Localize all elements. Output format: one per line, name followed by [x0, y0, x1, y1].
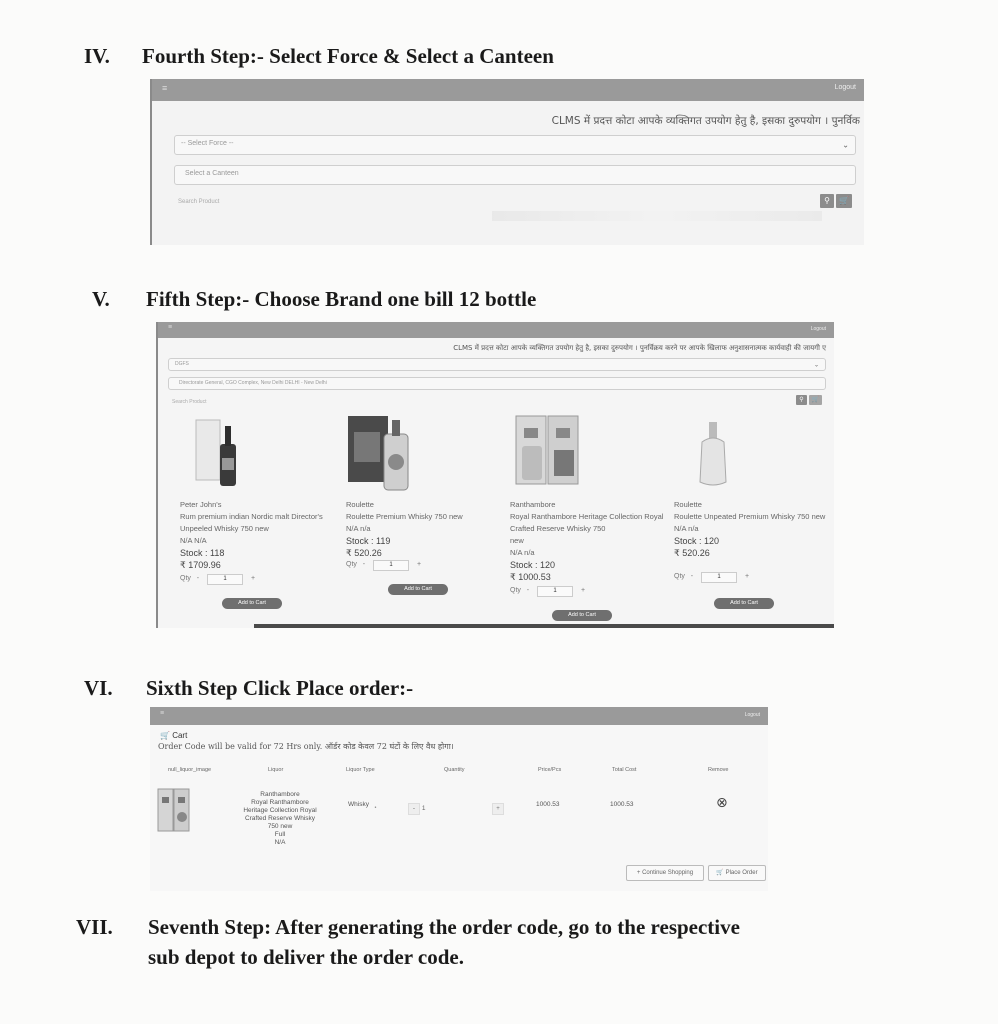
step-number: IV. [84, 44, 110, 68]
logout-link[interactable]: Logout [810, 326, 826, 332]
liquor-line: Ranthambore [260, 791, 300, 798]
qty-label: Qty [346, 561, 357, 568]
type-dropdown-dot: • [374, 805, 377, 811]
cart-icon: 🛒 [160, 731, 170, 740]
product-brand: Ranthambore [510, 500, 556, 509]
search-icon[interactable]: ⚲ [796, 395, 807, 405]
product-image-peter-johns [194, 414, 244, 494]
decrement-button[interactable]: - [408, 803, 420, 815]
product-stock: Stock : 120 [674, 536, 720, 546]
step-text: Fifth Step:- Choose Brand one bill 12 bottle [146, 287, 537, 311]
product-card-2 [346, 499, 506, 559]
top-navbar [150, 707, 768, 725]
product-kind: N/A n/a [674, 524, 699, 533]
quota-notice: CLMS में प्रदत्त कोटा आपके व्यक्तिगत उपयोग हेतु है, इसका दुरुपयोग । पुनर्विक [551, 115, 860, 127]
remove-icon[interactable]: ⊗ [716, 795, 728, 811]
qty-stepper[interactable]: Qty - 1 + [180, 574, 255, 585]
product-image-ranthambore [512, 414, 586, 494]
col-header-price: Price/Pcs [538, 767, 562, 773]
screenshot-place-order [150, 707, 768, 891]
liquor-line: Crafted Reserve Whisky [244, 815, 316, 822]
qty-stepper[interactable]: Qty - 1 + [510, 586, 585, 597]
menu-icon[interactable]: ≡ [160, 710, 165, 717]
continue-shopping-label: Continue Shopping [642, 870, 694, 876]
cart-title-text: Cart [172, 731, 188, 740]
step-vi-heading [84, 676, 413, 701]
liquor-line: N/A [274, 839, 286, 846]
force-select[interactable] [168, 358, 826, 371]
screenshot-select-force [150, 79, 864, 245]
liquor-line: Royal Ranthambore [251, 799, 309, 806]
step-text: Sixth Step Click Place order:- [146, 676, 414, 700]
product-stock: Stock : 120 [510, 560, 556, 570]
order-code-validity: Order Code will be valid for 72 Hrs only. ऑर्डर कोड केवल 72 घंटों के लिए वैध होगा। [158, 742, 454, 751]
qty-input[interactable]: 1 [373, 560, 409, 571]
product-brand: Roulette [346, 500, 374, 509]
cart-item-liquor [230, 791, 330, 847]
col-header-liquor: Liquor [268, 767, 284, 773]
top-navbar [158, 322, 834, 338]
quota-notice: CLMS में प्रदत्त कोटा आपके व्यक्तिगत उपयोग हेतु है, इसका दुरुपयोग । पुनर्विक्रय करने पर आपके खिलाफ अनुशासनात्मक कार्यवाही की जायगी ए [453, 344, 826, 352]
qty-stepper[interactable]: Qty - 1 + [674, 572, 749, 583]
place-order-label: Place Order [725, 870, 758, 876]
search-product-input[interactable]: Search Product [172, 399, 207, 405]
add-to-cart-button[interactable]: Add to Cart [714, 598, 774, 609]
cart-item-image [156, 787, 192, 835]
chevron-down-icon: ⌄ [813, 362, 819, 368]
add-to-cart-button[interactable]: Add to Cart [222, 598, 282, 609]
step-number: V. [92, 287, 110, 311]
qty-value[interactable]: 1 [421, 805, 426, 812]
qty-label: Qty [510, 587, 521, 594]
liquor-line: Heritage Collection Royal [243, 807, 317, 814]
col-header-remove: Remove [708, 767, 729, 773]
cart-item-type: Whisky [348, 801, 369, 808]
product-card-4 [674, 499, 834, 559]
logout-link[interactable]: Logout [834, 84, 856, 91]
blurred-text [492, 211, 822, 221]
menu-icon[interactable]: ≡ [168, 324, 173, 331]
cart-icon[interactable]: 🛒 [809, 395, 822, 405]
logout-link[interactable]: Logout [744, 712, 760, 718]
search-icon[interactable]: ⚲ [820, 194, 834, 208]
product-kind: new [510, 536, 524, 545]
product-kind-2: N/A n/a [510, 548, 535, 557]
add-to-cart-button[interactable]: Add to Cart [552, 610, 612, 621]
canteen-select[interactable] [174, 165, 856, 185]
product-price: ₹ 520.26 [346, 548, 382, 558]
increment-button[interactable]: + [492, 803, 504, 815]
product-kind: N/A n/a [346, 524, 371, 533]
force-select-placeholder: -- Select Force -- [181, 140, 234, 147]
step-iv-heading [84, 44, 554, 69]
force-select-value: DGFS [175, 361, 189, 367]
cart-item-total: 1000.53 [610, 801, 634, 808]
step-vii-heading [76, 912, 740, 972]
qty-stepper[interactable]: Qty - 1 + [346, 560, 421, 571]
col-header-quantity: Quantity [444, 767, 465, 773]
canteen-select[interactable] [168, 377, 826, 390]
qty-input[interactable]: 1 [207, 574, 243, 585]
cart-icon[interactable]: 🛒 [836, 194, 852, 208]
product-brand: Peter John's [180, 500, 222, 509]
product-brand: Roulette [674, 500, 702, 509]
search-product-input[interactable]: Search Product [178, 199, 220, 205]
product-price: ₹ 1709.96 [180, 560, 221, 570]
plus-icon: + [636, 870, 641, 876]
top-navbar [152, 79, 864, 101]
product-kind: N/A N/A [180, 536, 207, 545]
qty-stepper[interactable] [408, 803, 425, 815]
product-name: Rum premium indian Nordic malt Director's Unpeeled Whisky 750 new [180, 512, 323, 533]
product-price: ₹ 1000.53 [510, 572, 551, 582]
col-header-liquor-type: Liquor Type [346, 767, 375, 773]
product-image-roulette-bottle [694, 420, 734, 490]
continue-shopping-button[interactable] [626, 865, 704, 881]
product-image-roulette-box [348, 412, 414, 494]
bottom-bar [254, 624, 834, 628]
chevron-down-icon: ⌄ [842, 140, 849, 150]
step-number: VI. [84, 676, 113, 700]
step-text-line-2: sub depot to deliver the order code. [148, 945, 464, 969]
col-header-total: Total Cost [612, 767, 637, 773]
place-order-button[interactable] [708, 865, 766, 881]
step-number: VII. [76, 915, 113, 939]
product-stock: Stock : 118 [180, 548, 225, 558]
qty-label: Qty [180, 575, 191, 582]
product-card-3 [510, 499, 670, 583]
product-name: Roulette Premium Whisky 750 new [346, 512, 463, 521]
product-stock: Stock : 119 [346, 536, 391, 546]
qty-label: Qty [674, 573, 685, 580]
step-text: Seventh Step: After generating the order code, go to the respective [148, 915, 740, 939]
liquor-line: Full [274, 831, 286, 838]
step-text: Fourth Step:- Select Force & Select a Canteen [142, 44, 554, 68]
cart-icon: 🛒 [716, 870, 724, 876]
product-name: Roulette Unpeated Premium Whisky 750 new [674, 512, 826, 521]
step-v-heading [92, 287, 536, 312]
qty-input[interactable]: 1 [537, 586, 573, 597]
qty-input[interactable]: 1 [701, 572, 737, 583]
screenshot-choose-brand [156, 322, 834, 628]
force-select[interactable] [174, 135, 856, 155]
menu-icon[interactable]: ≡ [162, 83, 168, 93]
cart-item-price: 1000.53 [536, 801, 560, 808]
add-to-cart-button[interactable]: Add to Cart [388, 584, 448, 595]
col-header-image: null_liquor_image [168, 767, 212, 773]
cart-title [160, 731, 187, 740]
product-price: ₹ 520.26 [674, 548, 710, 558]
canteen-select-value: Directorate General, CGO Complex, New Delhi DELHI - New Delhi [179, 380, 327, 386]
canteen-select-placeholder: Select a Canteen [185, 170, 239, 177]
liquor-line: 750 new [267, 823, 293, 830]
product-name: Royal Ranthambore Heritage Collection Royal Crafted Reserve Whisky 750 [510, 512, 664, 533]
product-card-1 [180, 499, 340, 571]
